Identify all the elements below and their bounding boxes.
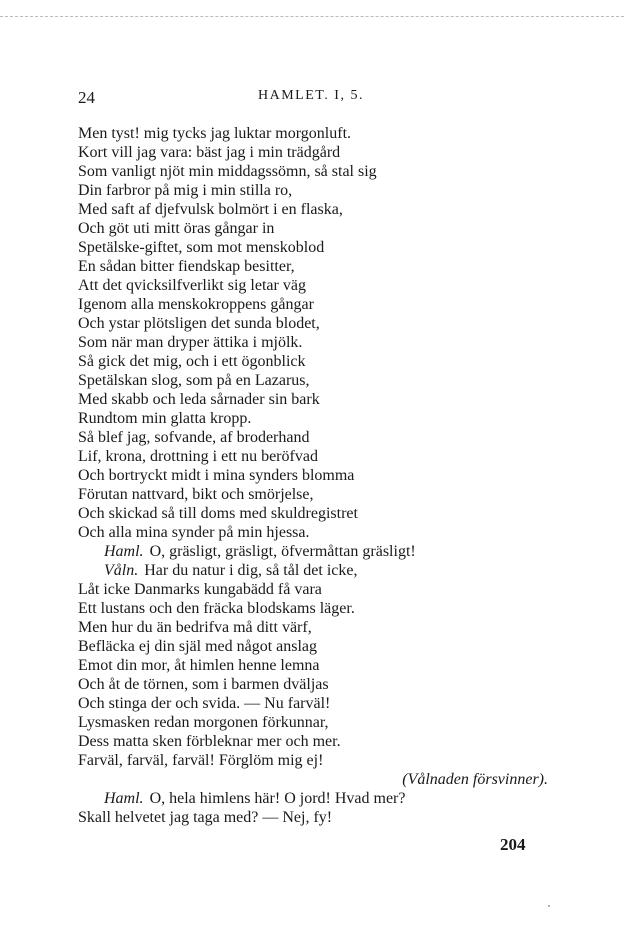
verse-line: Och bortryckt midt i mina synders blomma [78, 467, 355, 484]
page-number: 24 [78, 88, 95, 107]
paper-speck [548, 905, 550, 907]
verse-line: Skall helvetet jag taga med? — Nej, fy! [78, 809, 333, 826]
speaker-hamlet: Haml. [104, 543, 144, 560]
hamlet-speech-line [78, 542, 548, 561]
speech-text: O, gräsligt, gräsligt, öfvermåttan gräsligt! [149, 543, 416, 560]
verse-line: Spetälskan slog, som på en Lazarus, [78, 372, 310, 389]
verse-line: Och göt uti mitt öras gångar in [78, 220, 275, 237]
top-edge-rule [0, 16, 624, 17]
verse-line: Och skickad så till doms med skuldregistret [78, 505, 358, 522]
verse-line: Som vanligt njöt min middagssömn, så stal sig [78, 163, 377, 180]
verse-line: Låt icke Danmarks kungabädd få vara [78, 581, 322, 598]
verse-line: En sådan bitter fiendskap besitter, [78, 258, 295, 275]
verse-line: Med saft af djefvulsk bolmört i en flaska, [78, 201, 343, 218]
speech-text: O, hela himlens här! O jord! Hvad mer? [149, 790, 406, 807]
verse-line: Kort vill jag vara: bäst jag i min trädgård [78, 144, 341, 161]
verse-line: Och stinga der och svida. — Nu farväl! [78, 695, 331, 712]
verse-text [78, 124, 548, 827]
verse-line: Din farbror på mig i min stilla ro, [78, 182, 293, 199]
verse-line: Och ystar plötsligen det sunda blodet, [78, 315, 320, 332]
verse-line: Och alla mina synder på min hjessa. [78, 524, 310, 541]
verse-line: Farväl, farväl, farväl! Förglöm mig ej! [78, 752, 324, 769]
stage-direction: (Vålnaden försvinner). [402, 771, 548, 788]
verse-line: Dess matta sken förbleknar mer och mer. [78, 733, 341, 750]
verse-line: Så gick det mig, och i ett ögonblick [78, 353, 306, 370]
verse-line: Lif, krona, drottning i ett nu beröfvad [78, 448, 318, 465]
ghost-speech-line [78, 561, 548, 580]
verse-line: Men tyst! mig tycks jag luktar morgonluft. [78, 125, 352, 142]
verse-line: Men hur du än bedrifva må ditt värf, [78, 619, 312, 636]
verse-line: Med skabb och leda sårnader sin bark [78, 391, 320, 408]
speaker-hamlet: Haml. [104, 790, 144, 807]
running-header [78, 88, 542, 110]
hamlet-speech-line [78, 789, 548, 808]
verse-line: Emot din mor, åt himlen henne lemna [78, 657, 320, 674]
verse-line: Igenom alla menskokroppens gångar [78, 296, 314, 313]
speech-text: Har du natur i dig, så tål det icke, [144, 562, 358, 579]
verse-line: Rundtom min glatta kropp. [78, 410, 252, 427]
verse-line: Som när man dryper ättika i mjölk. [78, 334, 303, 351]
sheet-number: 204 [500, 835, 526, 854]
verse-line: Förutan nattvard, bikt och smörjelse, [78, 486, 314, 503]
verse-line: Så blef jag, sofvande, af broderhand [78, 429, 310, 446]
running-title: HAMLET. I, 5. [258, 88, 364, 103]
speaker-ghost: Våln. [104, 562, 139, 579]
verse-line: Spetälske-giftet, som mot menskoblod [78, 239, 325, 256]
verse-line: Och åt de törnen, som i barmen dväljas [78, 676, 329, 693]
verse-line: Ett lustans och den fräcka blodskams läger. [78, 600, 355, 617]
verse-line: Befläcka ej din själ med något anslag [78, 638, 318, 655]
verse-line: Att det qvicksilfverlikt sig letar väg [78, 277, 306, 294]
verse-line: Lysmasken redan morgonen förkunnar, [78, 714, 329, 731]
